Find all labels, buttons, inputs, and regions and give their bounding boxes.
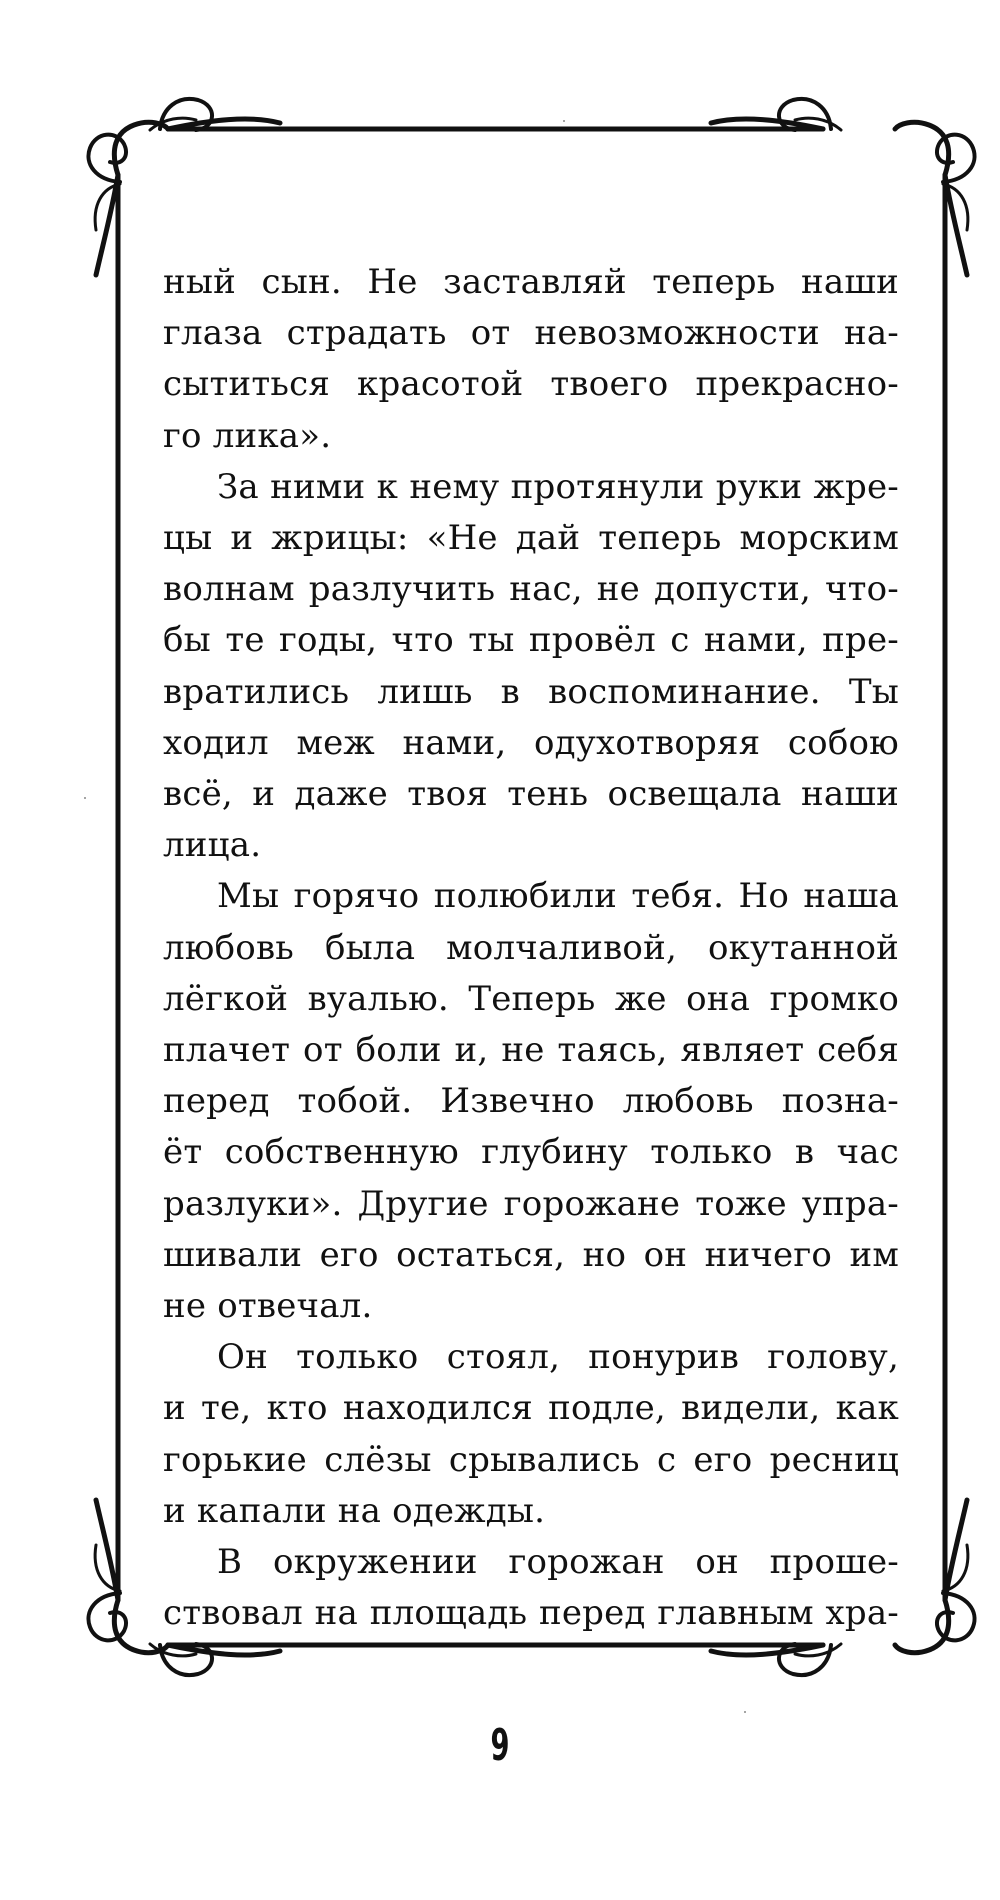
- text-line: и капали на одежды.: [163, 1490, 546, 1531]
- text-line: любовь была молчаливой, окутанной: [163, 927, 899, 968]
- print-speck: [84, 797, 86, 799]
- text-line: ёт собственную глубину только в час: [163, 1132, 899, 1173]
- paragraph: [163, 871, 899, 1332]
- text-line: глаза страдать от невозможности на-: [163, 313, 899, 354]
- text-line: Мы горячо полюбили тебя. Но наша: [217, 876, 899, 917]
- print-speck: [563, 120, 565, 122]
- text-line: ствовал на площадь перед главным хра-: [163, 1593, 899, 1634]
- text-line: шивали его остаться, но он ничего им: [163, 1234, 899, 1275]
- page-number: [485, 1720, 516, 1771]
- text-line: всё, и даже твоя тень освещала наши: [163, 774, 899, 815]
- paragraph: [163, 257, 899, 462]
- text-line: ходил меж нами, одухотворяя собою: [163, 722, 899, 763]
- paragraph: [163, 1537, 899, 1639]
- text-line: бы те годы, что ты провёл с нами, пре-: [163, 620, 899, 661]
- text-line: разлуки». Другие горожане тоже упра-: [163, 1183, 899, 1224]
- paragraph: [163, 462, 899, 872]
- text-line: За ними к нему протянули руки жре-: [217, 466, 899, 507]
- text-line: ный сын. Не заставляй теперь наши: [163, 262, 899, 302]
- text-line: цы и жрицы: «Не дай теперь морским: [163, 518, 899, 559]
- text-line: лёгкой вуалью. Теперь же она громко: [163, 978, 899, 1019]
- text-line: и те, кто находился подле, видели, как: [163, 1388, 899, 1429]
- text-line: го лика».: [163, 415, 332, 456]
- text-line: не отвечал.: [163, 1286, 373, 1327]
- text-line: лица.: [163, 825, 262, 866]
- body-text: [163, 257, 899, 1639]
- text-line: плачет от боли и, не таясь, являет себя: [163, 1030, 899, 1071]
- paragraph: [163, 1332, 899, 1537]
- text-line: горькие слёзы срывались с его ресниц: [163, 1439, 899, 1480]
- page-number-text: 9: [490, 1720, 510, 1771]
- text-line: сытиться красотой твоего прекрасно-: [163, 364, 899, 405]
- text-line: В окружении горожан он проше-: [217, 1542, 899, 1583]
- corner-ornament-top-right: [711, 99, 975, 275]
- print-speck: [744, 1711, 746, 1713]
- text-line: перед тобой. Извечно любовь позна-: [163, 1081, 899, 1122]
- text-line: Он только стоял, понурив голову,: [217, 1337, 899, 1378]
- text-line: вратились лишь в воспоминание. Ты: [163, 671, 899, 712]
- text-line: волнам разлучить нас, не допусти, что-: [163, 569, 899, 610]
